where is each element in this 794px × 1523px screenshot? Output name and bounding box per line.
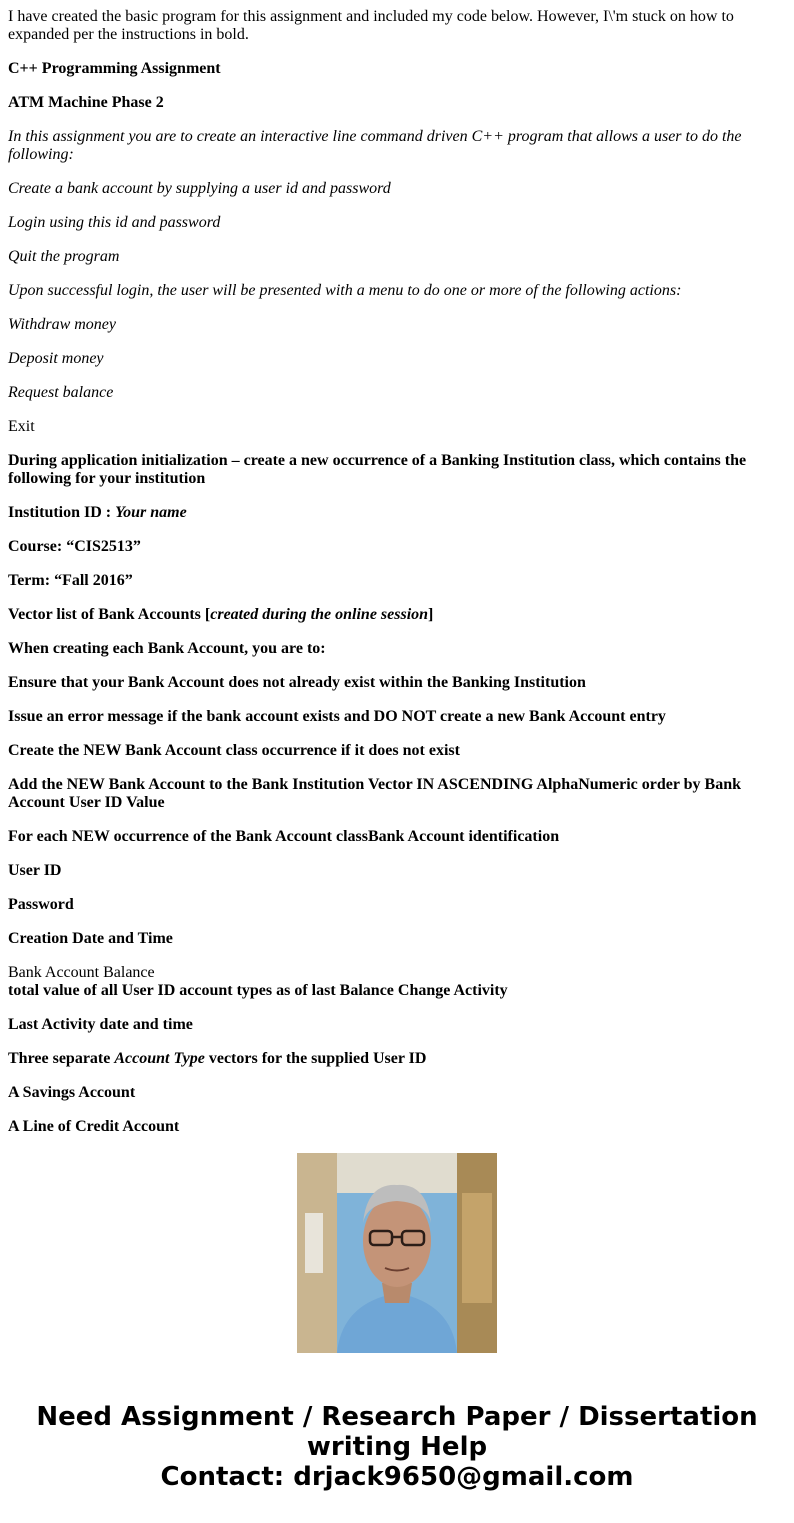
three-prefix: Three separate <box>8 1050 115 1067</box>
three-suffix: vectors for the supplied User ID <box>204 1050 427 1067</box>
rule-user-id: User ID <box>8 862 62 879</box>
vector-prefix: Vector list of Bank Accounts [ <box>8 606 211 623</box>
rule-5: For each NEW occurrence of the Bank Account classBank Account identification <box>8 828 560 845</box>
option-create: Create a bank account by supplying a user id and password <box>8 180 391 197</box>
menu-withdraw: Withdraw money <box>8 316 116 333</box>
menu-deposit: Deposit money <box>8 350 104 367</box>
vector-suffix: ] <box>428 606 434 623</box>
banner-line-1: Need Assignment / Research Paper / Dissertation <box>36 1402 758 1432</box>
post-content <box>8 8 778 1135</box>
term: Term: “Fall 2016” <box>8 572 133 589</box>
init-text: During application initialization – create a new occurrence of a Banking Institution class, which contains the following for your institution <box>8 452 747 487</box>
course: Course: “CIS2513” <box>8 538 141 555</box>
assignment-heading: C++ Programming Assignment <box>8 60 221 77</box>
last-activity: Last Activity date and time <box>8 1016 193 1033</box>
option-quit: Quit the program <box>8 248 120 265</box>
help-banner <box>0 1402 794 1492</box>
banner-line-2: writing Help <box>306 1432 488 1462</box>
rule-3: Create the NEW Bank Account class occurrence if it does not exist <box>8 742 460 759</box>
institution-id-label: Institution ID : <box>8 504 116 521</box>
intro-paragraph: I have created the basic program for this assignment and included my code below. However, I\'m stuck on how to expanded per the instructions in bold. <box>8 8 734 43</box>
creating-intro: When creating each Bank Account, you are to: <box>8 640 326 657</box>
avatar <box>297 1153 497 1353</box>
institution-id <box>8 504 778 522</box>
assignment-intro: In this assignment you are to create an interactive line command driven C++ program that allows a user to do the following: <box>8 128 742 163</box>
rule-1: Ensure that your Bank Account does not already exist within the Banking Institution <box>8 674 586 691</box>
menu-exit: Exit <box>8 418 35 435</box>
menu-intro: Upon successful login, the user will be presented with a menu to do one or more of the following actions: <box>8 282 682 299</box>
rule-password: Password <box>8 896 74 913</box>
option-login: Login using this id and password <box>8 214 221 231</box>
institution-id-value: Your name <box>115 504 187 521</box>
rule-2: Issue an error message if the bank account exists and DO NOT create a new Bank Account entry <box>8 708 666 725</box>
three-vectors <box>8 1050 778 1068</box>
phase-heading: ATM Machine Phase 2 <box>8 94 164 111</box>
avatar-photo <box>297 1153 497 1353</box>
banner-contact: Contact: drjack9650@gmail.com <box>160 1462 634 1492</box>
three-italic: Account Type <box>114 1050 205 1067</box>
rule-creation-date: Creation Date and Time <box>8 930 173 947</box>
balance-label: Bank Account Balance <box>8 964 155 981</box>
savings-account: A Savings Account <box>8 1084 136 1101</box>
vector-list <box>8 606 778 624</box>
balance-desc: total value of all User ID account types as of last Balance Change Activity <box>8 982 508 999</box>
vector-italic: created during the online session <box>210 606 429 623</box>
menu-balance: Request balance <box>8 384 114 401</box>
balance-block <box>8 964 778 1000</box>
rule-4: Add the NEW Bank Account to the Bank Institution Vector IN ASCENDING AlphaNumeric order by Bank Account User ID Value <box>8 776 742 811</box>
credit-account: A Line of Credit Account <box>8 1118 180 1135</box>
